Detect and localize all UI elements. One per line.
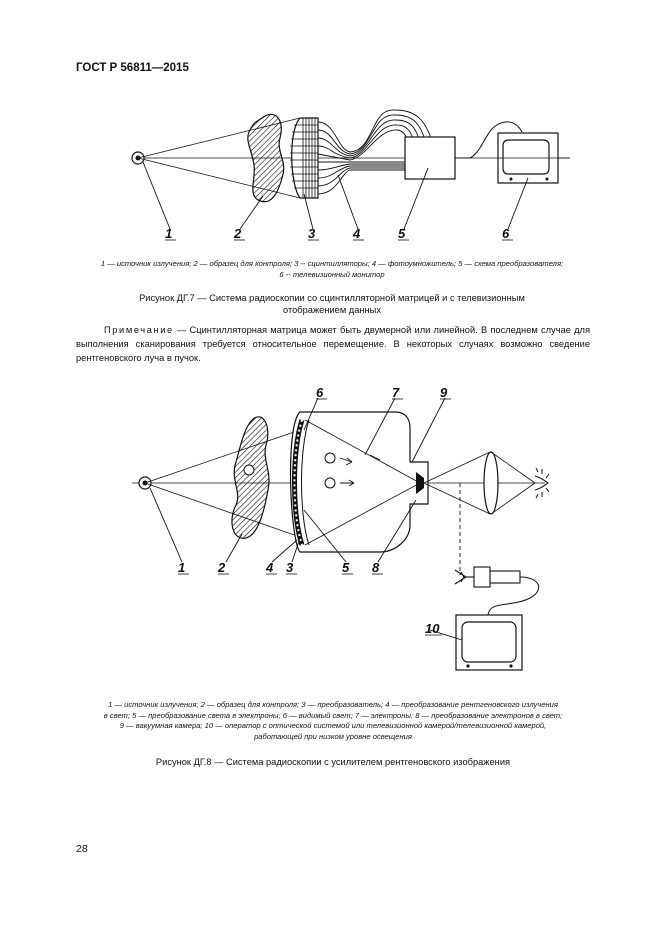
specimen-shape xyxy=(232,417,269,538)
figure-dg7-diagram xyxy=(0,0,661,250)
specimen-shape xyxy=(248,114,284,201)
figure-dg8-caption: Рисунок ДГ.8 — Система радиоскопии с усилителем рентгеновского изображения xyxy=(155,757,511,767)
fig8-label-5: 5 xyxy=(342,560,350,575)
fig8-label-3: 3 xyxy=(286,560,294,575)
camera-icon xyxy=(455,567,520,587)
fig7-label-5: 5 xyxy=(398,226,406,241)
fig7-label-2: 2 xyxy=(234,226,242,241)
figure-dg8-legend: 1 — источник излучения; 2 — образец для контроля; 3 — преобразователь; 4 — преобразование рентгеновского излучения в свет; 5 — преобразование света в электроны; 6 — видимый свет; 7 — электроны; 8 — преобразование электронов в свет; 9 — вакуумная камера; 10 — оператор с оптической системой или телевизионной камерой/телевизионной камерой, работающей при низком уровне освещения xyxy=(103,700,563,741)
fig7-label-4: 4 xyxy=(353,226,361,241)
fig8-label-1: 1 xyxy=(178,560,186,575)
converter-box xyxy=(405,137,455,179)
vacuum-chamber xyxy=(291,412,428,552)
note-prefix: Примечание xyxy=(104,325,174,335)
fig7-label-6: 6 xyxy=(502,226,510,241)
tv-monitor-icon xyxy=(456,615,522,670)
fig8-label-10: 10 xyxy=(425,621,440,636)
note-paragraph xyxy=(76,323,590,365)
scintillator-array xyxy=(292,118,318,198)
document-header: ГОСТ Р 56811—2015 xyxy=(76,62,189,74)
figure-dg7-caption: Рисунок ДГ.7 — Система радиоскопии со сцинтилляторной матрицей и с телевизионным отображением данных xyxy=(139,293,525,315)
fig8-label-9: 9 xyxy=(440,385,448,400)
lens-icon xyxy=(484,452,498,514)
fig8-label-7: 7 xyxy=(392,385,400,400)
figure-dg8-diagram xyxy=(0,380,661,690)
figure-dg7-legend: 1 — источник излучения; 2 — образец для контроля; 3 -- сцинтилляторы; 4 — фотоумножитель; 5 — схема преобразователя; 6 -- телевизионный монитор xyxy=(100,259,564,279)
fig7-label-1: 1 xyxy=(165,226,173,241)
fig8-label-6: 6 xyxy=(316,385,324,400)
fig8-label-8: 8 xyxy=(372,560,380,575)
fig7-label-3: 3 xyxy=(308,226,316,241)
page-number: 28 xyxy=(76,843,88,855)
fig8-label-4: 4 xyxy=(266,560,274,575)
note-text: — Сцинтилляторная матрица может быть двумерной или линейной. В последнем случае для выполнения сканирования требуется относительное перемещение. В некоторых случаях возможно сведение рентгеновского луча в пучок. xyxy=(76,325,590,363)
fig8-label-2: 2 xyxy=(218,560,226,575)
